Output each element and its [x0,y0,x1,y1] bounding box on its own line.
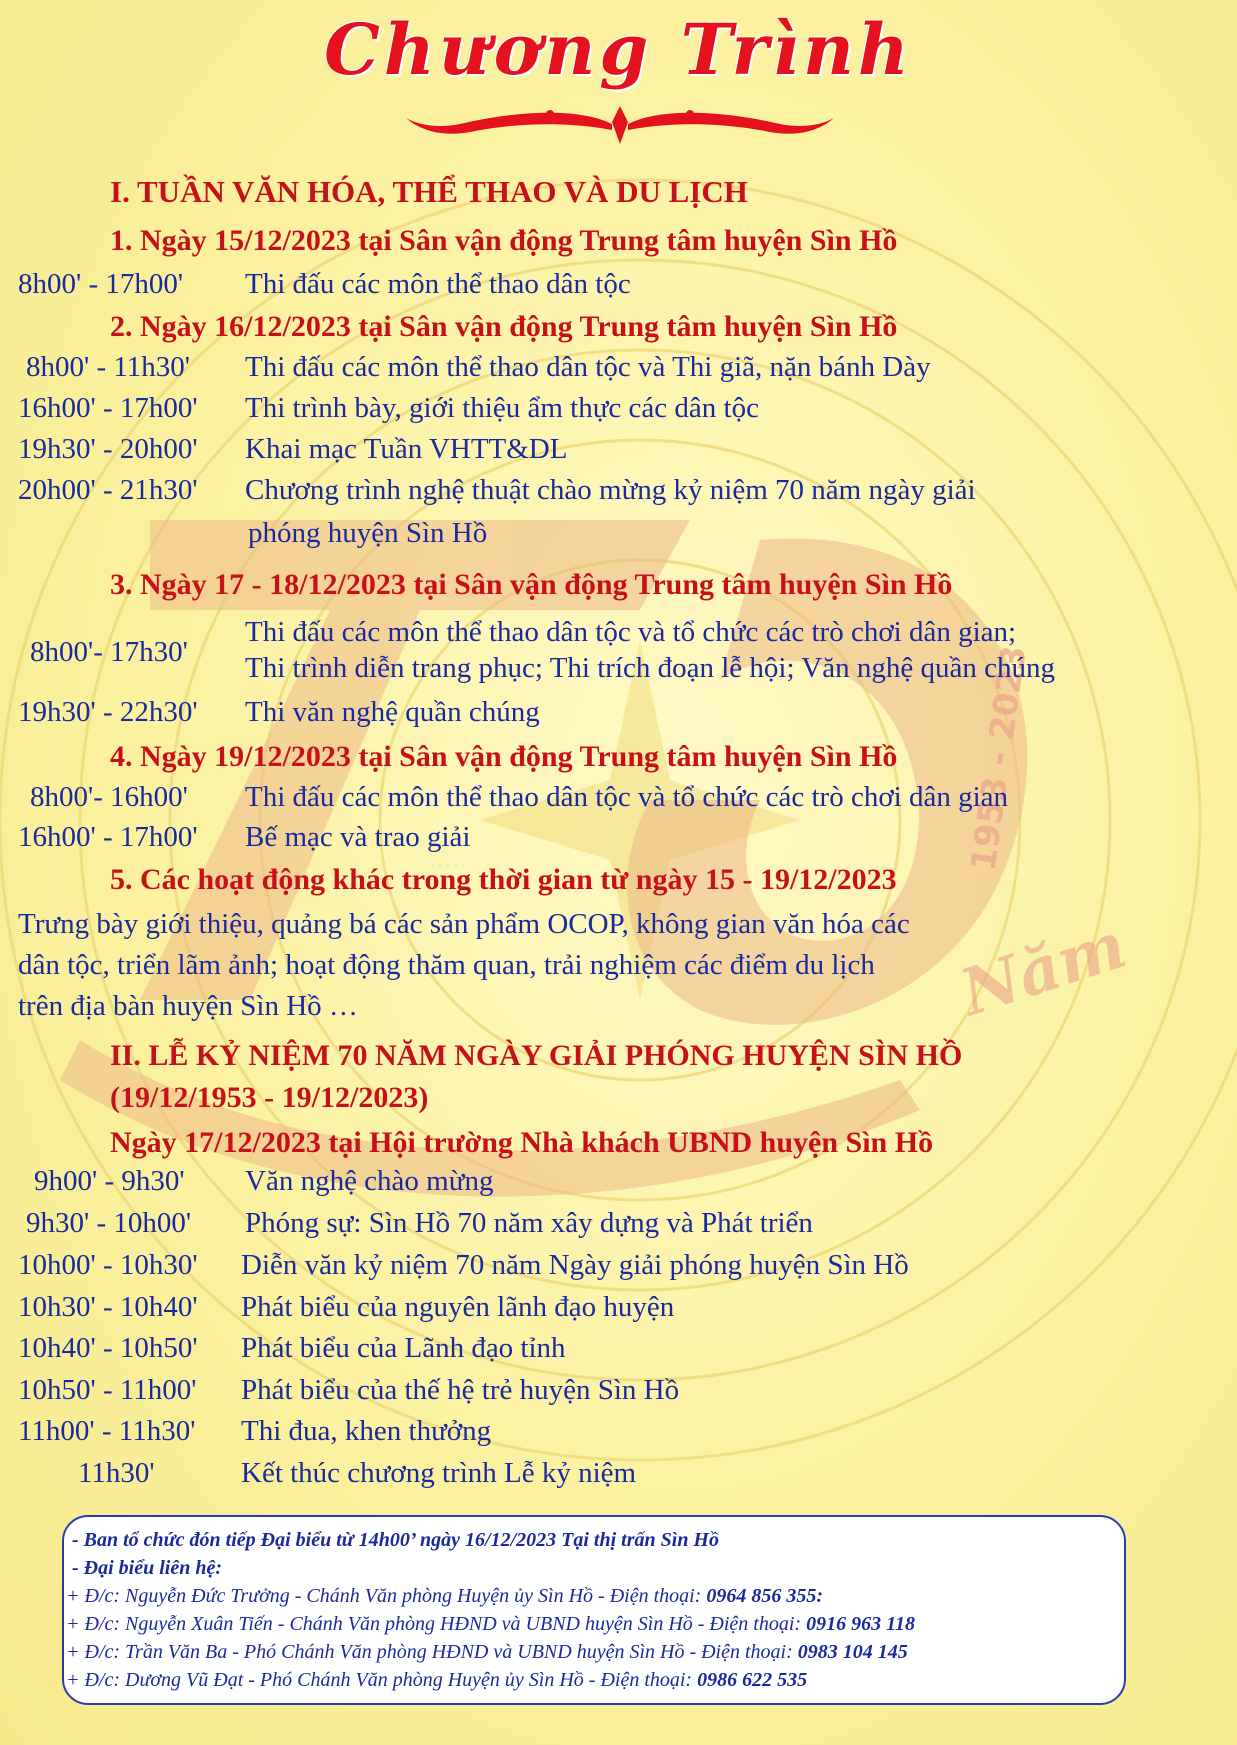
contact-label: - Đại biểu liên hệ: [72,1557,222,1579]
schedule-time: 11h00' - 11h30' [18,1415,196,1447]
section2-day-title: Ngày 17/12/2023 tại Hội trường Nhà khách UBND huyện Sìn Hồ [110,1126,934,1159]
schedule-desc: Phát biểu của nguyên lãnh đạo huyện [241,1291,675,1323]
schedule-desc: Bế mạc và trao giải [245,821,471,853]
schedule-time: 10h50' - 11h00' [18,1374,197,1406]
schedule-time: 16h00' - 17h00' [18,821,198,853]
day1-title: 1. Ngày 15/12/2023 tại Sân vận động Trung tâm huyện Sìn Hồ [110,224,898,257]
schedule-time: 10h40' - 10h50' [18,1332,198,1364]
day3-title: 3. Ngày 17 - 18/12/2023 tại Sân vận động Trung tâm huyện Sìn Hồ [110,568,953,601]
schedule-desc: Phát biểu của Lãnh đạo tỉnh [241,1332,566,1364]
schedule-desc: Phóng sự: Sìn Hồ 70 năm xây dựng và Phát triển [245,1207,813,1239]
contact-line: + Đ/c: Nguyễn Xuân Tiến - Chánh Văn phòng HĐND và UBND huyện Sìn Hồ - Điện thoại: 0916 963 118 [66,1613,915,1635]
flourish-ornament-icon [400,100,840,148]
other-activities-text: trên địa bàn huyện Sìn Hồ … [18,990,358,1022]
contact-line: + Đ/c: Trần Văn Ba - Phó Chánh Văn phòng HĐND và UBND huyện Sìn Hồ - Điện thoại: 0983 104 145 [66,1641,908,1663]
schedule-desc: Kết thúc chương trình Lễ kỷ niệm [241,1457,637,1489]
contact-phone: 0964 856 355: [706,1585,824,1607]
contact-phone: 0983 104 145 [797,1641,908,1663]
schedule-desc: Văn nghệ chào mừng [245,1165,494,1197]
schedule-time: 8h00' - 17h00' [18,268,184,300]
schedule-desc: Thi đấu các môn thể thao dân tộc và tổ chức các trò chơi dân gian; [245,616,1017,648]
section1-title: I. TUẦN VĂN HÓA, THỂ THAO VÀ DU LỊCH [110,174,748,209]
schedule-time: 8h00'- 16h00' [30,781,188,813]
day4-title: 4. Ngày 19/12/2023 tại Sân vận động Trung tâm huyện Sìn Hồ [110,740,898,773]
schedule-desc: Chương trình nghệ thuật chào mừng kỷ niệm 70 năm ngày giải [245,474,976,506]
schedule-time: 11h30' [78,1457,155,1489]
schedule-desc: Thi đấu các môn thể thao dân tộc [245,268,631,300]
schedule-time: 19h30' - 20h00' [18,433,198,465]
schedule-desc-cont: Thi trình diễn trang phục; Thi trích đoạn lễ hội; Văn nghệ quần chúng [245,652,1055,684]
contact-line: + Đ/c: Dương Vũ Đạt - Phó Chánh Văn phòng Huyện ủy Sìn Hồ - Điện thoại: 0986 622 535 [66,1669,808,1691]
other-activities-title: 5. Các hoạt động khác trong thời gian từ ngày 15 - 19/12/2023 [110,863,897,896]
schedule-time: 19h30' - 22h30' [18,696,198,728]
schedule-desc: Thi đấu các môn thể thao dân tộc và Thi giã, nặn bánh Dày [245,351,931,383]
section2-title: II. LỄ KỶ NIỆM 70 NĂM NGÀY GIẢI PHÓNG HUYỆN SÌN HỒ [110,1039,963,1072]
schedule-time: 9h00' - 9h30' [34,1165,185,1197]
schedule-time: 8h00'- 17h30' [30,636,188,668]
watermark-year: 1953 - 2023 [963,643,1035,874]
schedule-time: 9h30' - 10h00' [26,1207,192,1239]
schedule-desc: Diễn văn kỷ niệm 70 năm Ngày giải phóng huyện Sìn Hồ [241,1249,909,1281]
watermark-script: Năm [952,907,1135,1032]
contact-line: + Đ/c: Nguyễn Đức Trưởng - Chánh Văn phòng Huyện ủy Sìn Hồ - Điện thoại: 0964 856 355: [66,1585,824,1607]
schedule-desc: Thi văn nghệ quần chúng [245,696,540,728]
other-activities-text: Trưng bày giới thiệu, quảng bá các sản phẩm OCOP, không gian văn hóa các [18,908,910,940]
schedule-desc: Khai mạc Tuần VHTT&DL [245,433,568,465]
schedule-time: 10h00' - 10h30' [18,1249,198,1281]
schedule-time: 8h00' - 11h30' [26,351,191,383]
day2-title: 2. Ngày 16/12/2023 tại Sân vận động Trung tâm huyện Sìn Hồ [110,310,898,343]
schedule-time: 16h00' - 17h00' [18,392,198,424]
section2-subtitle: (19/12/1953 - 19/12/2023) [110,1081,429,1114]
schedule-desc: Thi đấu các môn thể thao dân tộc và tổ chức các trò chơi dân gian [245,781,1009,813]
schedule-desc-cont: phóng huyện Sìn Hồ [248,517,488,549]
schedule-desc: Thi trình bày, giới thiệu ẩm thực các dân tộc [245,392,759,424]
page-title: Chương Trình [324,8,913,91]
other-activities-text: dân tộc, triển lãm ảnh; hoạt động thăm quan, trải nghiệm các điểm du lịch [18,949,875,981]
contact-phone: 0916 963 118 [806,1613,915,1635]
schedule-time: 20h00' - 21h30' [18,474,198,506]
welcome-note: - Ban tổ chức đón tiếp Đại biểu từ 14h00’ ngày 16/12/2023 Tại thị trấn Sìn Hồ [72,1529,719,1551]
schedule-desc: Phát biểu của thế hệ trẻ huyện Sìn Hồ [241,1374,680,1406]
contact-phone: 0986 622 535 [697,1669,808,1691]
schedule-desc: Thi đua, khen thưởng [241,1415,492,1447]
schedule-time: 10h30' - 10h40' [18,1291,198,1323]
